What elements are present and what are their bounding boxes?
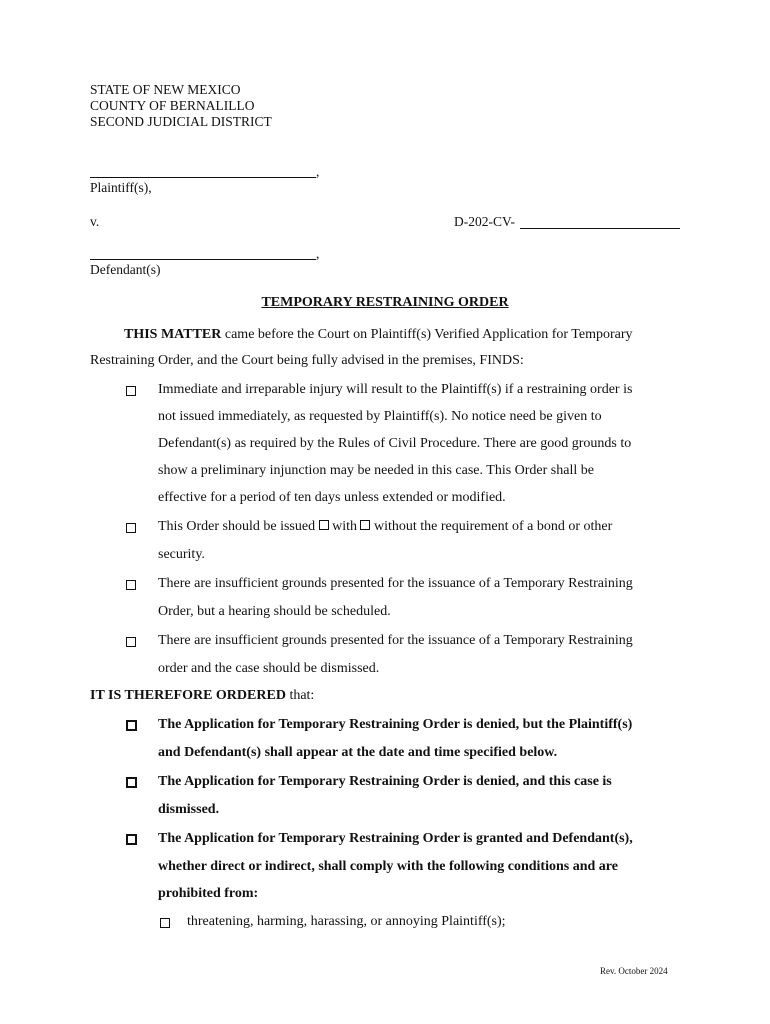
revision-footer: Rev. October 2024 <box>600 966 668 976</box>
plaintiff-comma: , <box>316 164 320 179</box>
order-2-line-1: The Application for Temporary Restraining Order is denied, and this case is <box>158 774 612 789</box>
plaintiff-label: Plaintiff(s), <box>90 180 152 195</box>
finding-3-line-2: Order, but a hearing should be scheduled. <box>158 604 391 619</box>
bond-without-checkbox[interactable] <box>360 520 370 530</box>
finding-4-line-1: There are insufficient grounds presented for the issuance of a Temporary Restraining <box>158 633 633 648</box>
district-name: SECOND JUDICIAL DISTRICT <box>90 114 272 129</box>
finding-2-line-2: security. <box>158 547 205 562</box>
order-1-checkbox[interactable] <box>126 720 137 736</box>
state-name: STATE OF NEW MEXICO <box>90 82 241 97</box>
ordered-rest: that: <box>285 688 315 703</box>
checkbox-icon <box>126 834 137 845</box>
ordered-heading <box>90 688 314 704</box>
defendant-label: Defendant(s) <box>90 262 161 277</box>
intro-line-2: Restraining Order, and the Court being fully advised in the premises, FINDS: <box>90 353 524 368</box>
finding-1-line-1: Immediate and irreparable injury will result to the Plaintiff(s) if a restraining order is <box>158 382 633 397</box>
order-2-checkbox[interactable] <box>126 777 137 793</box>
defendant-comma: , <box>316 246 320 261</box>
checkbox-icon <box>160 918 170 928</box>
finding-1-line-3: Defendant(s) as required by the Rules of Civil Procedure. There are good grounds to <box>158 436 632 451</box>
finding-2-checkbox[interactable] <box>126 522 136 538</box>
bond-prefix: This Order should be issued <box>158 519 319 534</box>
finding-3-checkbox[interactable] <box>126 579 136 595</box>
condition-1-checkbox[interactable] <box>160 917 170 933</box>
finding-1-line-4: show a preliminary injunction may be needed in this case. This Order shall be <box>158 463 594 478</box>
ordered-lead: IT IS THEREFORE ORDERED <box>90 688 286 703</box>
checkbox-icon <box>126 720 137 731</box>
defendant-name-line[interactable] <box>90 259 316 260</box>
finding-4-checkbox[interactable] <box>126 636 136 652</box>
bond-with-label: with <box>328 519 361 534</box>
finding-1-line-5: effective for a period of ten days unless extended or modified. <box>158 490 506 505</box>
checkbox-icon <box>126 523 136 533</box>
finding-2-line-1 <box>158 519 612 535</box>
order-3-checkbox[interactable] <box>126 834 137 850</box>
checkbox-icon <box>126 777 137 788</box>
condition-1-text: threatening, harming, harassing, or annoying Plaintiff(s); <box>187 914 506 929</box>
order-1-line-2: and Defendant(s) shall appear at the date and time specified below. <box>158 745 558 760</box>
order-3-line-2: whether direct or indirect, shall comply with the following conditions and are <box>158 859 618 874</box>
plaintiff-name-line[interactable] <box>90 177 316 178</box>
order-3-line-1: The Application for Temporary Restraining Order is granted and Defendant(s), <box>158 831 633 846</box>
intro-lead: THIS MATTER <box>124 327 222 342</box>
county-name: COUNTY OF BERNALILLO <box>90 98 255 113</box>
order-2-line-2: dismissed. <box>158 802 220 817</box>
intro-line-1 <box>124 327 633 343</box>
checkbox-icon <box>126 637 136 647</box>
checkbox-icon <box>126 580 136 590</box>
finding-1-line-2: not issued immediately, as requested by Plaintiff(s). No notice need be given to <box>158 409 602 424</box>
checkbox-icon <box>126 386 136 396</box>
order-3-line-3: prohibited from: <box>158 886 259 901</box>
finding-1-checkbox[interactable] <box>126 385 136 401</box>
bond-with-checkbox[interactable] <box>319 520 329 530</box>
order-1-line-1: The Application for Temporary Restraining Order is denied, but the Plaintiff(s) <box>158 717 633 732</box>
bond-without-label: without the requirement of a bond or other <box>370 519 613 534</box>
case-number-prefix: D-202-CV- <box>454 214 516 229</box>
case-number-line[interactable] <box>520 228 680 229</box>
court-header <box>90 82 272 130</box>
document-title: TEMPORARY RESTRAINING ORDER <box>261 295 509 310</box>
finding-3-line-1: There are insufficient grounds presented for the issuance of a Temporary Restraining <box>158 576 633 591</box>
intro-line-1-text: came before the Court on Plaintiff(s) Verified Application for Temporary <box>221 327 633 342</box>
finding-4-line-2: order and the case should be dismissed. <box>158 661 380 676</box>
versus-label: v. <box>90 214 100 229</box>
